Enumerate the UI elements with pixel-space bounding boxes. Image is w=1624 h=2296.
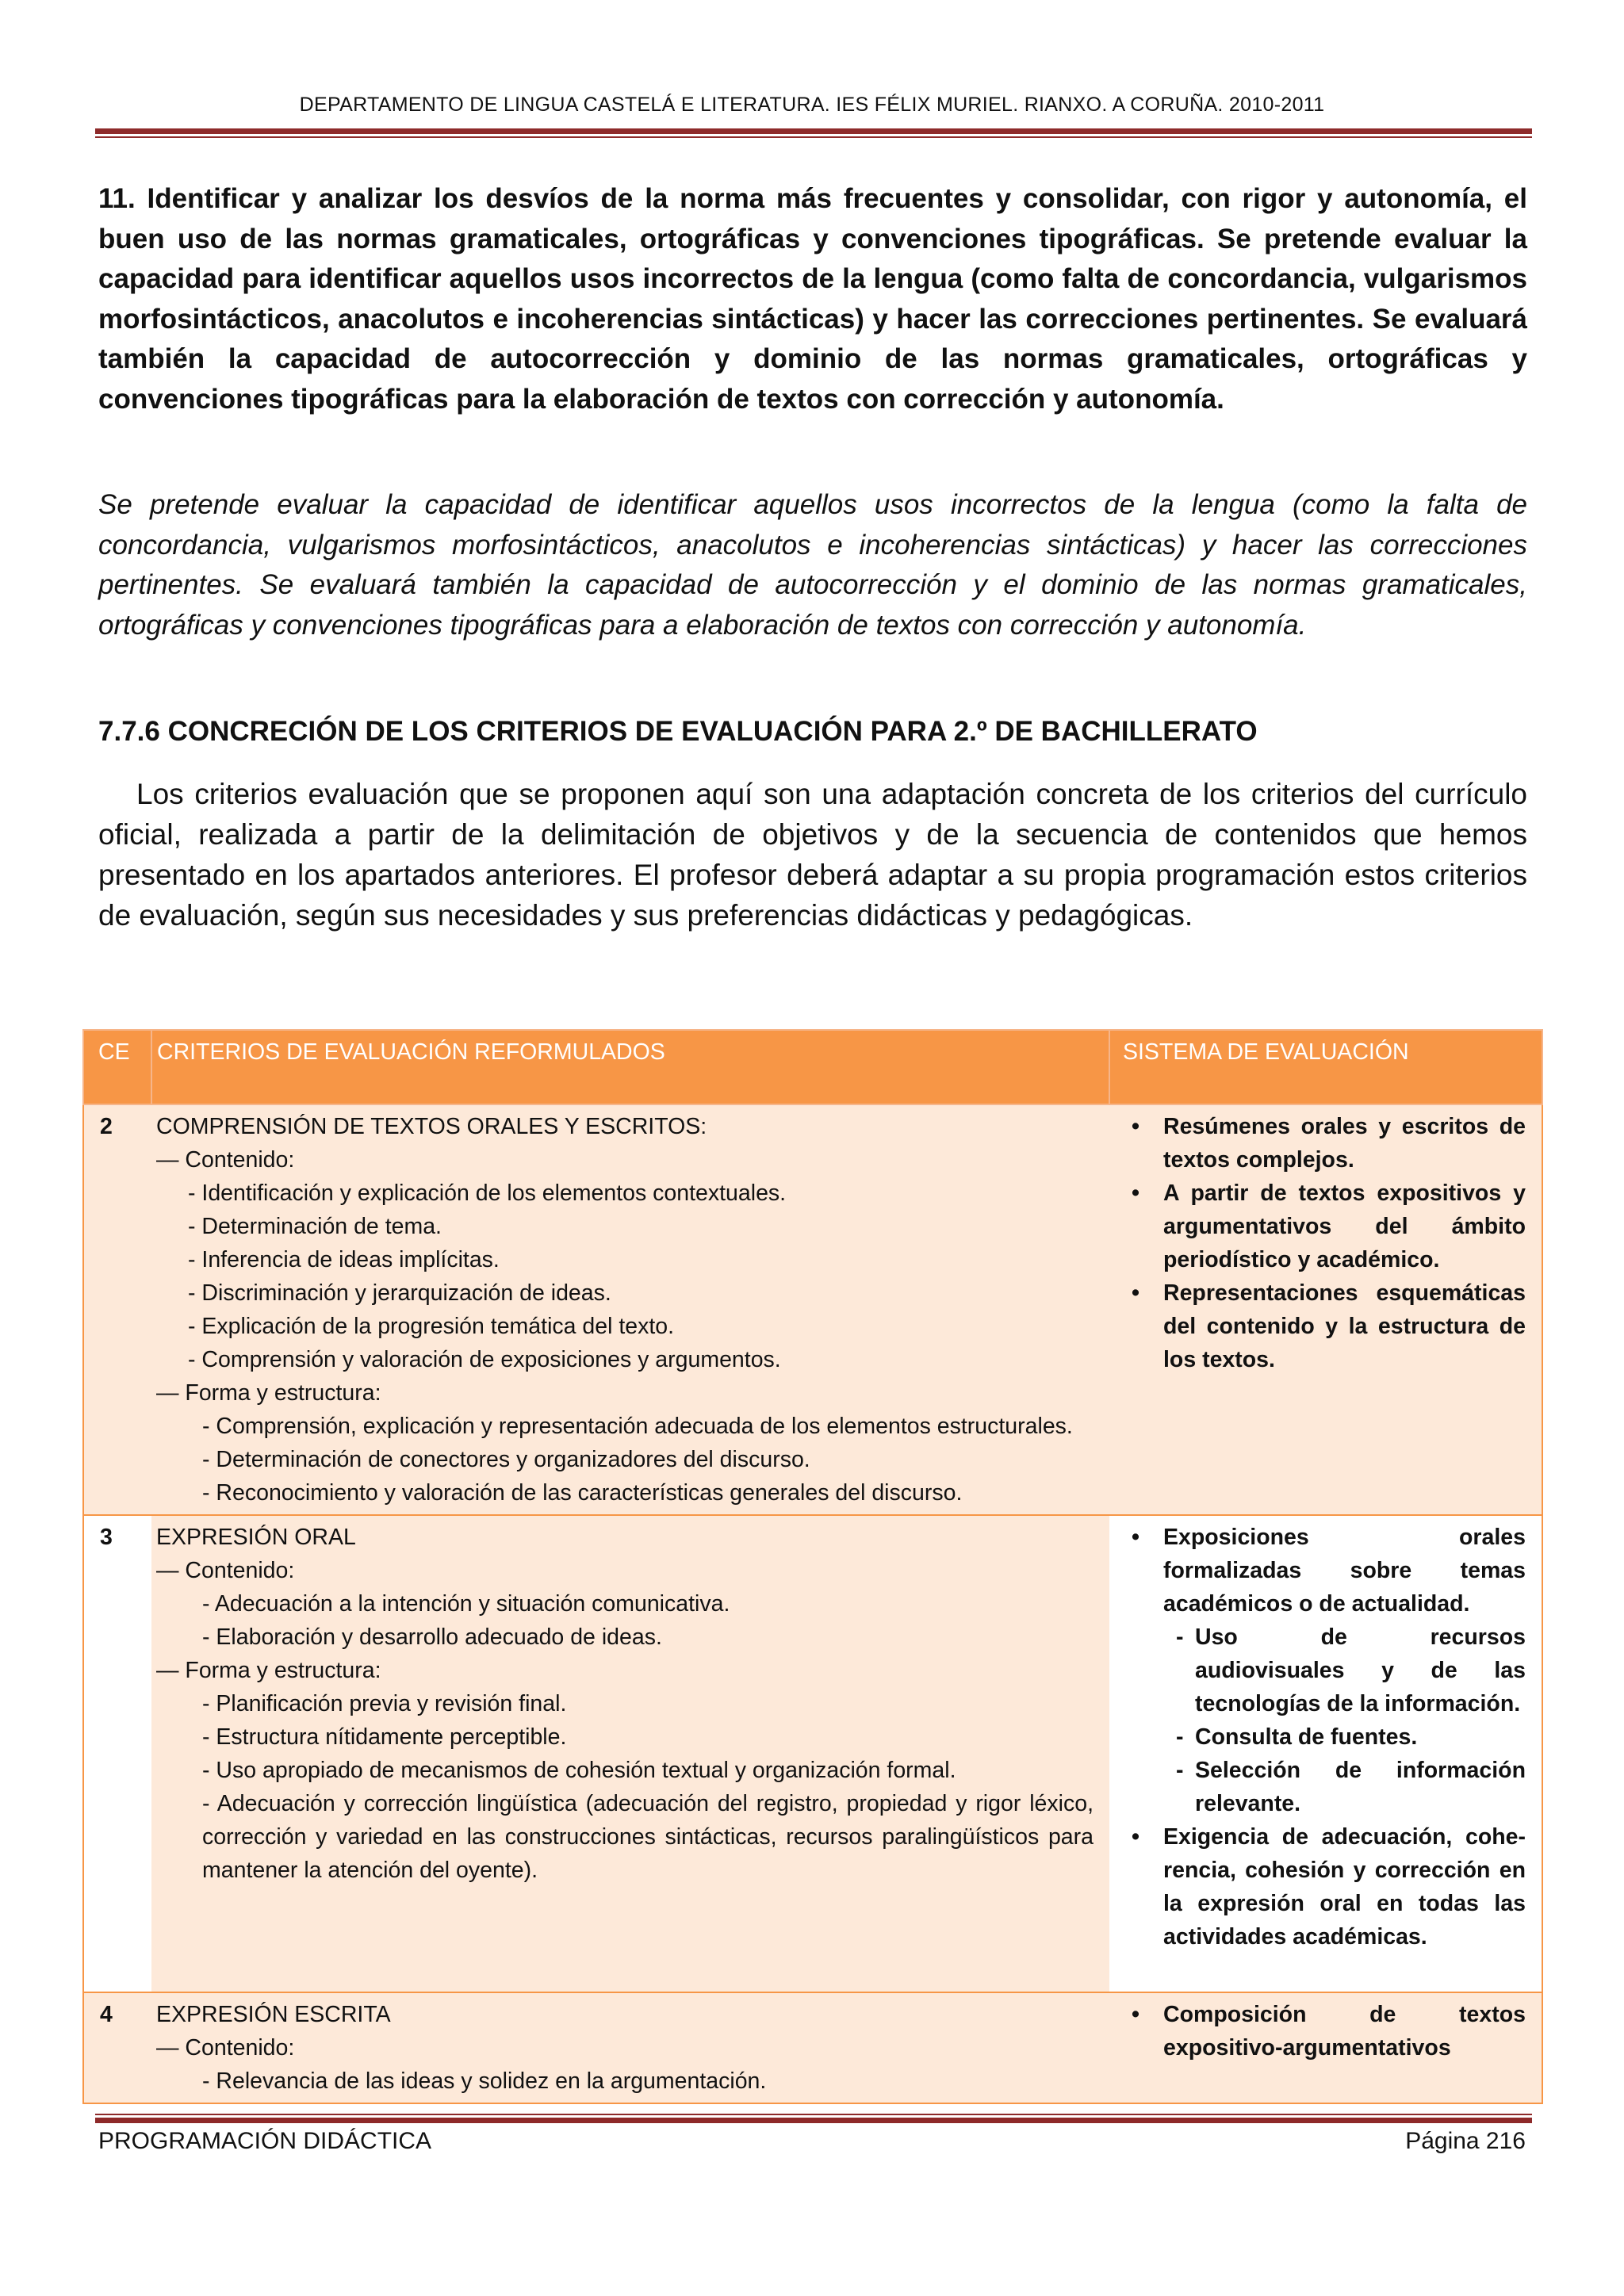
- system-cell: [1109, 1104, 1542, 1515]
- ce-number: 3: [83, 1515, 151, 1992]
- list-item: • Representaciones esquemáticas del contenido y la estructura de los textos.: [1120, 1276, 1526, 1376]
- form-label: — Forma y estructura:: [156, 1380, 381, 1406]
- list-item: - Determinación de conectores y organizadores del discurso.: [202, 1447, 810, 1472]
- list-item: - Consulta de fuentes.: [1176, 1724, 1418, 1750]
- table-row: [83, 1515, 1542, 1992]
- list-item: • Exposiciones orales formalizadas sobre temas académicos o de actualidad.: [1120, 1521, 1526, 1621]
- list-item: - Identificación y explicación de los elementos contextuales.: [188, 1181, 787, 1206]
- system-sublist: [1120, 1621, 1526, 1820]
- bullet-icon: •: [1132, 1181, 1139, 1206]
- header-system: SISTEMA DE EVALUACIÓN: [1109, 1030, 1542, 1104]
- ce-number: 2: [83, 1104, 151, 1515]
- system-cell: [1109, 1515, 1542, 1992]
- footer-rule: [95, 2114, 1532, 2123]
- list-item: - Elaboración y desarrollo adecuado de ideas.: [202, 1624, 662, 1650]
- list-item: - Relevancia de las ideas y solidez en la argumentación.: [202, 2068, 767, 2094]
- criteria-table: [82, 1029, 1543, 2104]
- list-item: - Reconocimiento y valoración de las características generales del discurso.: [202, 1480, 963, 1506]
- system-list: [1120, 1820, 1526, 1954]
- list-item: - Discriminación y jerarquización de ideas.: [188, 1280, 611, 1306]
- criteria-title: EXPRESIÓN ESCRITA: [156, 2002, 391, 2027]
- list-item: - Comprensión y valoración de exposiciones y argumentos.: [188, 1347, 781, 1372]
- list-item: - Adecuación a la intención y situación comunicativa.: [202, 1591, 730, 1617]
- system-list: [1120, 1110, 1526, 1376]
- criteria-cell: [151, 1515, 1109, 1992]
- section-intro: Los criterios evaluación que se proponen aquí son una adaptación concreta de los criterios del currículo oficial, realizada a partir de la delimitación de objetivos y de la secuencia de contenidos que hemos presentado en los apartados anteriores. El profesor deberá adaptar a su propia programación estos criterios de evaluación, según sus necesidades y sus preferencias didácticas y pedagógicas.: [98, 778, 1527, 932]
- table-row: [83, 1104, 1542, 1515]
- table-row: [83, 1992, 1542, 2103]
- list-item: - Uso apropiado de mecanismos de cohesión textual y organización formal.: [202, 1758, 956, 1783]
- page-number: Página 216: [1405, 2128, 1526, 2154]
- list-item: - Planificación previa y revisión final.: [202, 1691, 567, 1716]
- list-item: - Comprensión, explicación y representación adecuada de los elementos estructurales.: [202, 1414, 1073, 1439]
- content-label: — Contenido:: [156, 1558, 295, 1583]
- list-item: • Resúmenes orales y escritos de textos complejos.: [1120, 1110, 1526, 1177]
- criteria-cell: [151, 1992, 1109, 2103]
- bullet-icon: •: [1132, 1525, 1139, 1550]
- footer-title: PROGRAMACIÓN DIDÁCTICA: [98, 2128, 432, 2154]
- form-label: — Forma y estructura:: [156, 1658, 381, 1683]
- list-item: - Estructura nítidamente perceptible.: [202, 1724, 567, 1750]
- bullet-icon: •: [1132, 1280, 1139, 1306]
- list-item: • A partir de textos expositivos y argumentativos del ámbito periodístico y académico.: [1120, 1177, 1526, 1276]
- list-item: - Adecuación y corrección lingüística (adecuación del registro, propiedad y rigor léxico, corrección y variedad en las construcciones sintácticas, recursos paralingüísticos para mantener la atención del oyente).: [202, 1791, 1094, 1883]
- list-item: • Composición de textos expositivo-argumentativos: [1120, 1998, 1526, 2064]
- ce-number: 4: [83, 1992, 151, 2103]
- list-item: - Determinación de tema.: [188, 1214, 442, 1239]
- content-label: — Contenido:: [156, 2035, 295, 2061]
- header-rule: [95, 128, 1532, 138]
- criterion-11-bold: 11. Identificar y analizar los desvíos de la norma más frecuentes y consolidar, con rigor y autonomía, el buen uso de las normas gramaticales, ortográficas y convenciones tipográficas. Se pretende evaluar la capacidad para identificar aquellos usos incorrectos de la lengua (como falta de concordancia, vulgarismos morfosintácticos, anacolutos e incoherencias sintácticas) y hacer las correcciones pertinentes. Se evaluará también la capacidad de autocorrección y dominio de las normas gramaticales, ortográficas y convenciones tipográficas para la elaboración de textos con corrección y autonomía.: [98, 183, 1527, 415]
- header-ce: CE: [83, 1030, 151, 1104]
- system-list: [1120, 1998, 1526, 2064]
- content-label: — Contenido:: [156, 1147, 295, 1173]
- bullet-icon: •: [1132, 1824, 1139, 1850]
- bullet-icon: •: [1132, 2002, 1139, 2027]
- header-criteria: CRITERIOS DE EVALUACIÓN REFORMULADOS: [151, 1030, 1109, 1104]
- list-item: - Uso de recursos audiovisuales y de las tecnologías de la información.: [1176, 1624, 1526, 1716]
- running-header: DEPARTAMENTO DE LINGUA CASTELÁ E LITERATURA. IES FÉLIX MURIEL. RIANXO. A CORUÑA. 2010-2011: [299, 94, 1325, 116]
- criteria-cell: [151, 1104, 1109, 1515]
- criteria-title: COMPRENSIÓN DE TEXTOS ORALES Y ESCRITOS:: [156, 1114, 707, 1139]
- list-item: - Selección de información relevante.: [1176, 1758, 1526, 1816]
- section-heading: 7.7.6 CONCRECIÓN DE LOS CRITERIOS DE EVALUACIÓN PARA 2.º DE BACHILLERATO: [98, 716, 1258, 747]
- table-header-row: [83, 1030, 1542, 1104]
- system-list: [1120, 1521, 1526, 1621]
- list-item: • Exigencia de adecuación, cohe-rencia, cohesión y corrección en la expresión oral en todas las actividades académicas.: [1120, 1820, 1526, 1954]
- bullet-icon: •: [1132, 1114, 1139, 1139]
- criteria-title: EXPRESIÓN ORAL: [156, 1525, 356, 1550]
- list-item: - Explicación de la progresión temática del texto.: [188, 1314, 675, 1339]
- criterion-11-italic: Se pretende evaluar la capacidad de identificar aquellos usos incorrectos de la lengua (como la falta de concordancia, vulgarismos morfosintácticos, anacolutos e incoherencias sintácticas) y hacer las correcciones pertinentes. Se evaluará también la capacidad de autocorrección y el dominio de las normas gramaticales, ortográficas y convenciones tipográficas para a elaboración de textos con corrección y autonomía.: [98, 489, 1527, 641]
- list-item: - Inferencia de ideas implícitas.: [188, 1247, 500, 1272]
- system-cell: [1109, 1992, 1542, 2103]
